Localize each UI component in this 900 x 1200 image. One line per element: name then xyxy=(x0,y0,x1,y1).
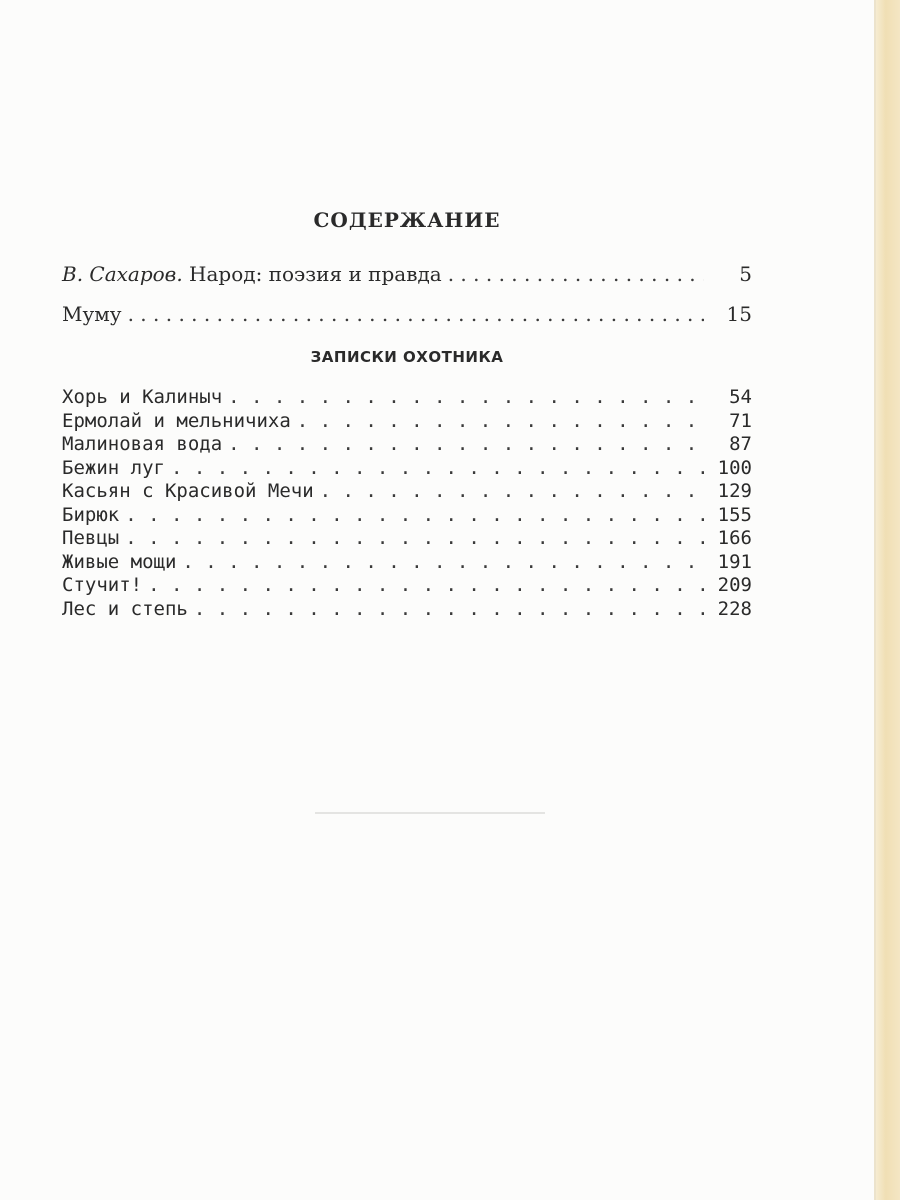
leader-dots xyxy=(148,574,704,598)
toc-entry-page: 228 xyxy=(717,597,752,620)
leader-dots xyxy=(448,262,704,286)
toc-entry-page: 100 xyxy=(717,456,752,479)
toc-entry-title: Бирюк xyxy=(62,503,120,526)
toc-entry xyxy=(62,457,752,481)
toc-entry-page: 155 xyxy=(717,503,752,526)
leader-dots xyxy=(320,480,704,504)
leader-dots xyxy=(125,527,704,551)
toc-entry-title: Малиновая вода xyxy=(62,433,223,455)
toc-entry xyxy=(62,480,752,504)
page-edge xyxy=(876,0,900,1200)
toc-entry-page: 166 xyxy=(717,527,752,549)
leader-dots xyxy=(125,504,704,528)
toc-entry-mumu xyxy=(62,302,752,326)
toc-entry-title: Певцы xyxy=(62,527,120,549)
toc-entry-page: 129 xyxy=(717,480,752,502)
toc-entry-title: Хорь и Калиныч xyxy=(62,386,223,408)
page-title: СОДЕРЖАНИЕ xyxy=(313,208,501,232)
toc-entry xyxy=(62,504,752,528)
toc-entry-title: Живые мощи xyxy=(62,550,177,573)
toc-entry xyxy=(62,574,752,598)
leader-dots xyxy=(182,551,704,575)
toc-entry-page: 87 xyxy=(729,433,752,455)
toc-entry-page: 15 xyxy=(726,302,752,326)
toc-entry-title: Касьян с Красивой Мечи xyxy=(62,480,314,502)
toc-entry-author: В. Сахаров. xyxy=(62,262,183,286)
toc-entry xyxy=(62,386,752,410)
leader-dots xyxy=(228,433,704,457)
section-entries xyxy=(62,386,752,621)
leader-dots xyxy=(228,386,704,410)
leader-dots xyxy=(297,410,704,434)
table-of-contents xyxy=(62,200,752,621)
toc-entry-page: 209 xyxy=(717,574,752,596)
section-title: ЗАПИСКИ ОХОТНИКА xyxy=(310,348,504,366)
toc-entry-title: Муму xyxy=(62,302,122,326)
toc-entry xyxy=(62,410,752,434)
toc-entry-intro xyxy=(62,262,752,286)
toc-entry-page: 71 xyxy=(729,409,752,432)
toc-entry-page: 54 xyxy=(729,386,752,408)
toc-entry-label xyxy=(62,262,448,286)
toc-entry-page: 191 xyxy=(717,550,752,573)
toc-entry xyxy=(62,527,752,551)
toc-entry xyxy=(62,433,752,457)
toc-entry-page: 5 xyxy=(739,262,752,286)
toc-entry-title: Лес и степь xyxy=(62,597,188,620)
toc-entry xyxy=(62,551,752,575)
leader-dots xyxy=(128,302,704,326)
toc-entry-title: Бежин луг xyxy=(62,456,165,479)
toc-entry-title: Стучит! xyxy=(62,574,143,596)
faint-rule xyxy=(315,812,545,814)
toc-entry-title: Ермолай и мельничиха xyxy=(62,409,291,432)
leader-dots xyxy=(171,457,704,481)
leader-dots xyxy=(194,598,704,622)
toc-entry xyxy=(62,598,752,622)
toc-entry-title: Народ: поэзия и правда xyxy=(182,262,442,286)
